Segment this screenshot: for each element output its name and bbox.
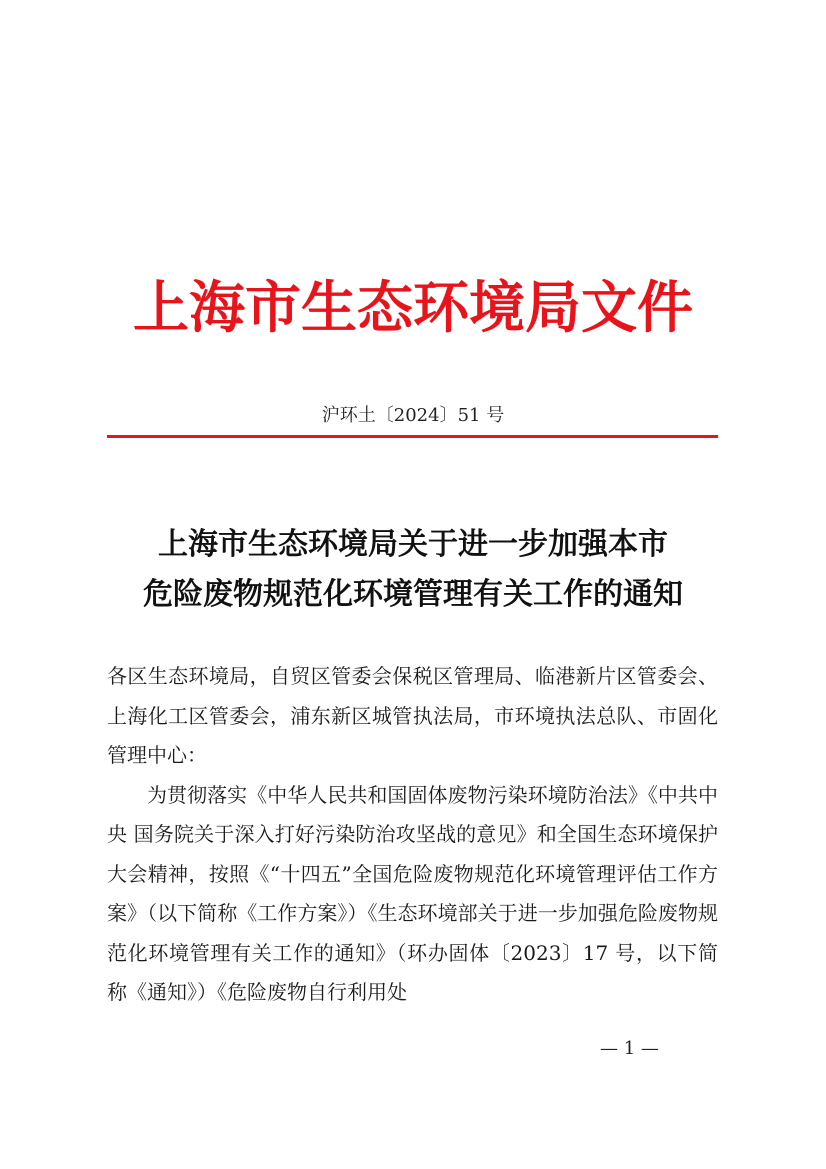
page-number: — 1 — xyxy=(600,1038,659,1059)
document-number: 沪环土〔2024〕51 号 xyxy=(321,405,505,426)
document-body xyxy=(107,657,718,1013)
masthead-title: 上海市生态环境局文件 xyxy=(133,275,693,341)
addressee-paragraph: 各区生态环境局，自贸区管委会保税区管理局、临港新片区管委会、上海化工区管委会，浦东新区城管执法局，市环境执法总队、市固化管理中心： xyxy=(107,664,718,767)
notice-title-line-2: 危险废物规范化环境管理有关工作的通知 xyxy=(143,577,683,612)
body-paragraph: 为贯彻落实《中华人民共和国固体废物污染环境防治法》《中共中央 国务院关于深入打好污染防治攻坚战的意见》和全国生态环境保护大会精神，按照《“十四五”全国危险废物规范化环境管理评估工作方案》（以下简称《工作方案》）《生态环境部关于进一步加强危险废物规范化环境管理有关工作的通知》（环办固体〔2023〕17 号，以下简称《通知》）《危险废物自行利用处 xyxy=(107,782,718,1004)
notice-title xyxy=(0,520,826,620)
notice-title-line-1: 上海市生态环境局关于进一步加强本市 xyxy=(158,527,668,562)
red-divider-line xyxy=(107,435,718,438)
